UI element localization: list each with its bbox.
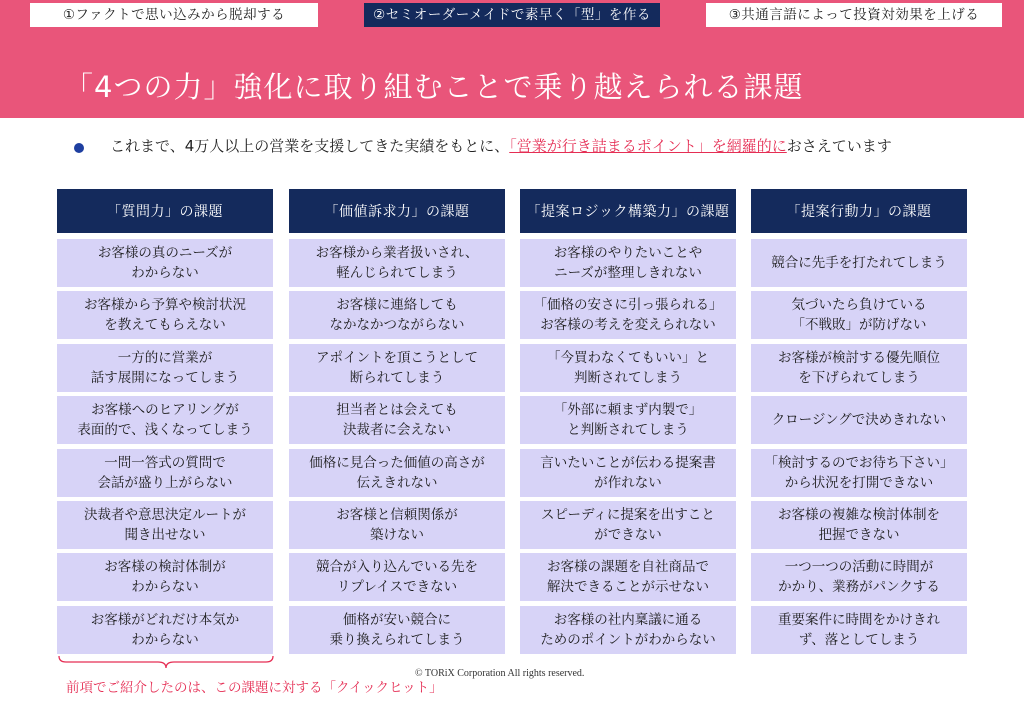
issue-cell: クロージングで決めきれない (751, 396, 967, 444)
intro-text (110, 135, 970, 157)
issue-cell: お客様のやりたいことや ニーズが整理しきれない (520, 239, 736, 287)
issue-cell: お客様の課題を自社商品で 解決できることが示せない (520, 553, 736, 601)
issue-cell: 一方的に営業が 話す展開になってしまう (57, 344, 273, 392)
issue-cell: お客様へのヒアリングが 表面的で、浅くなってしまう (57, 396, 273, 444)
issue-cell: 言いたいことが伝わる提案書 が作れない (520, 449, 736, 497)
issue-cell: 担当者とは会えても 決裁者に会えない (289, 396, 505, 444)
issue-cell: お客様に連絡しても なかなかつながらない (289, 291, 505, 339)
intro-after: おさえています (786, 137, 892, 155)
issue-cell: 一つ一つの活動に時間が かかり、業務がパンクする (751, 553, 967, 601)
column-header: 「価値訴求力」の課題 (289, 189, 505, 233)
issue-cell: 決裁者や意思決定ルートが 聞き出せない (57, 501, 273, 549)
issue-cell: お客様から予算や検討状況 を教えてもらえない (57, 291, 273, 339)
issue-cell: お客様の複雑な検討体制を 把握できない (751, 501, 967, 549)
tab-common-language[interactable]: ③共通言語によって投資対効果を上げる (706, 3, 1002, 27)
issue-cell: お客様が検討する優先順位 を下げられてしまう (751, 344, 967, 392)
column-header: 「提案ロジック構築力」の課題 (520, 189, 736, 233)
issue-cell: 価格に見合った価値の高さが 伝えきれない (289, 449, 505, 497)
tab-fact[interactable]: ①ファクトで思い込みから脱却する (30, 3, 318, 27)
issue-cell: 気づいたら負けている 「不戦敗」が防げない (751, 291, 967, 339)
intro-highlight: 「営業が行き詰まるポイント」を網羅的に (509, 137, 787, 155)
copyright: © TORiX Corporation All rights reserved. (415, 668, 585, 679)
issue-cell: お客様と信頼関係が 築けない (289, 501, 505, 549)
issue-cell: 価格が安い競合に 乗り換えられてしまう (289, 606, 505, 654)
issue-cell: 「今買わなくてもいい」と 判断されてしまう (520, 344, 736, 392)
issue-cell: お客様の検討体制が わからない (57, 553, 273, 601)
column-header: 「提案行動力」の課題 (751, 189, 967, 233)
issue-cell: お客様の真のニーズが わからない (57, 239, 273, 287)
brace-icon (58, 655, 274, 669)
issue-cell: 「検討するのでお待ち下さい」 から状況を打開できない (751, 449, 967, 497)
intro-before: これまで、4万人以上の営業を支援してきた実績をもとに、 (110, 137, 510, 155)
issue-cell: 競合に先手を打たれてしまう (751, 239, 967, 287)
issue-cell: お客様がどれだけ本気か わからない (57, 606, 273, 654)
column-header: 「質問力」の課題 (57, 189, 273, 233)
issue-cell: スピーディに提案を出すこと ができない (520, 501, 736, 549)
issue-cell: お客様の社内稟議に通る ためのポイントがわからない (520, 606, 736, 654)
tab-semi-order[interactable]: ②セミオーダーメイドで素早く「型」を作る (364, 3, 660, 27)
footnote: 前項でご紹介したのは、この課題に対する「クイックヒット」 (66, 680, 443, 696)
issue-cell: 「外部に頼まず内製で」 と判断されてしまう (520, 396, 736, 444)
bullet-icon (74, 143, 84, 153)
issue-cell: アポイントを頂こうとして 断られてしまう (289, 344, 505, 392)
issue-cell: 重要案件に時間をかけきれ ず、落としてしまう (751, 606, 967, 654)
header-band (0, 0, 1024, 118)
issue-cell: 一問一答式の質問で 会話が盛り上がらない (57, 449, 273, 497)
page-title: 「4つの力」強化に取り組むことで乗り越えられる課題 (64, 70, 804, 104)
issue-cell: 競合が入り込んでいる先を リプレイスできない (289, 553, 505, 601)
issue-cell: 「価格の安さに引っ張られる」 お客様の考えを変えられない (520, 291, 736, 339)
issue-cell: お客様から業者扱いされ、 軽んじられてしまう (289, 239, 505, 287)
